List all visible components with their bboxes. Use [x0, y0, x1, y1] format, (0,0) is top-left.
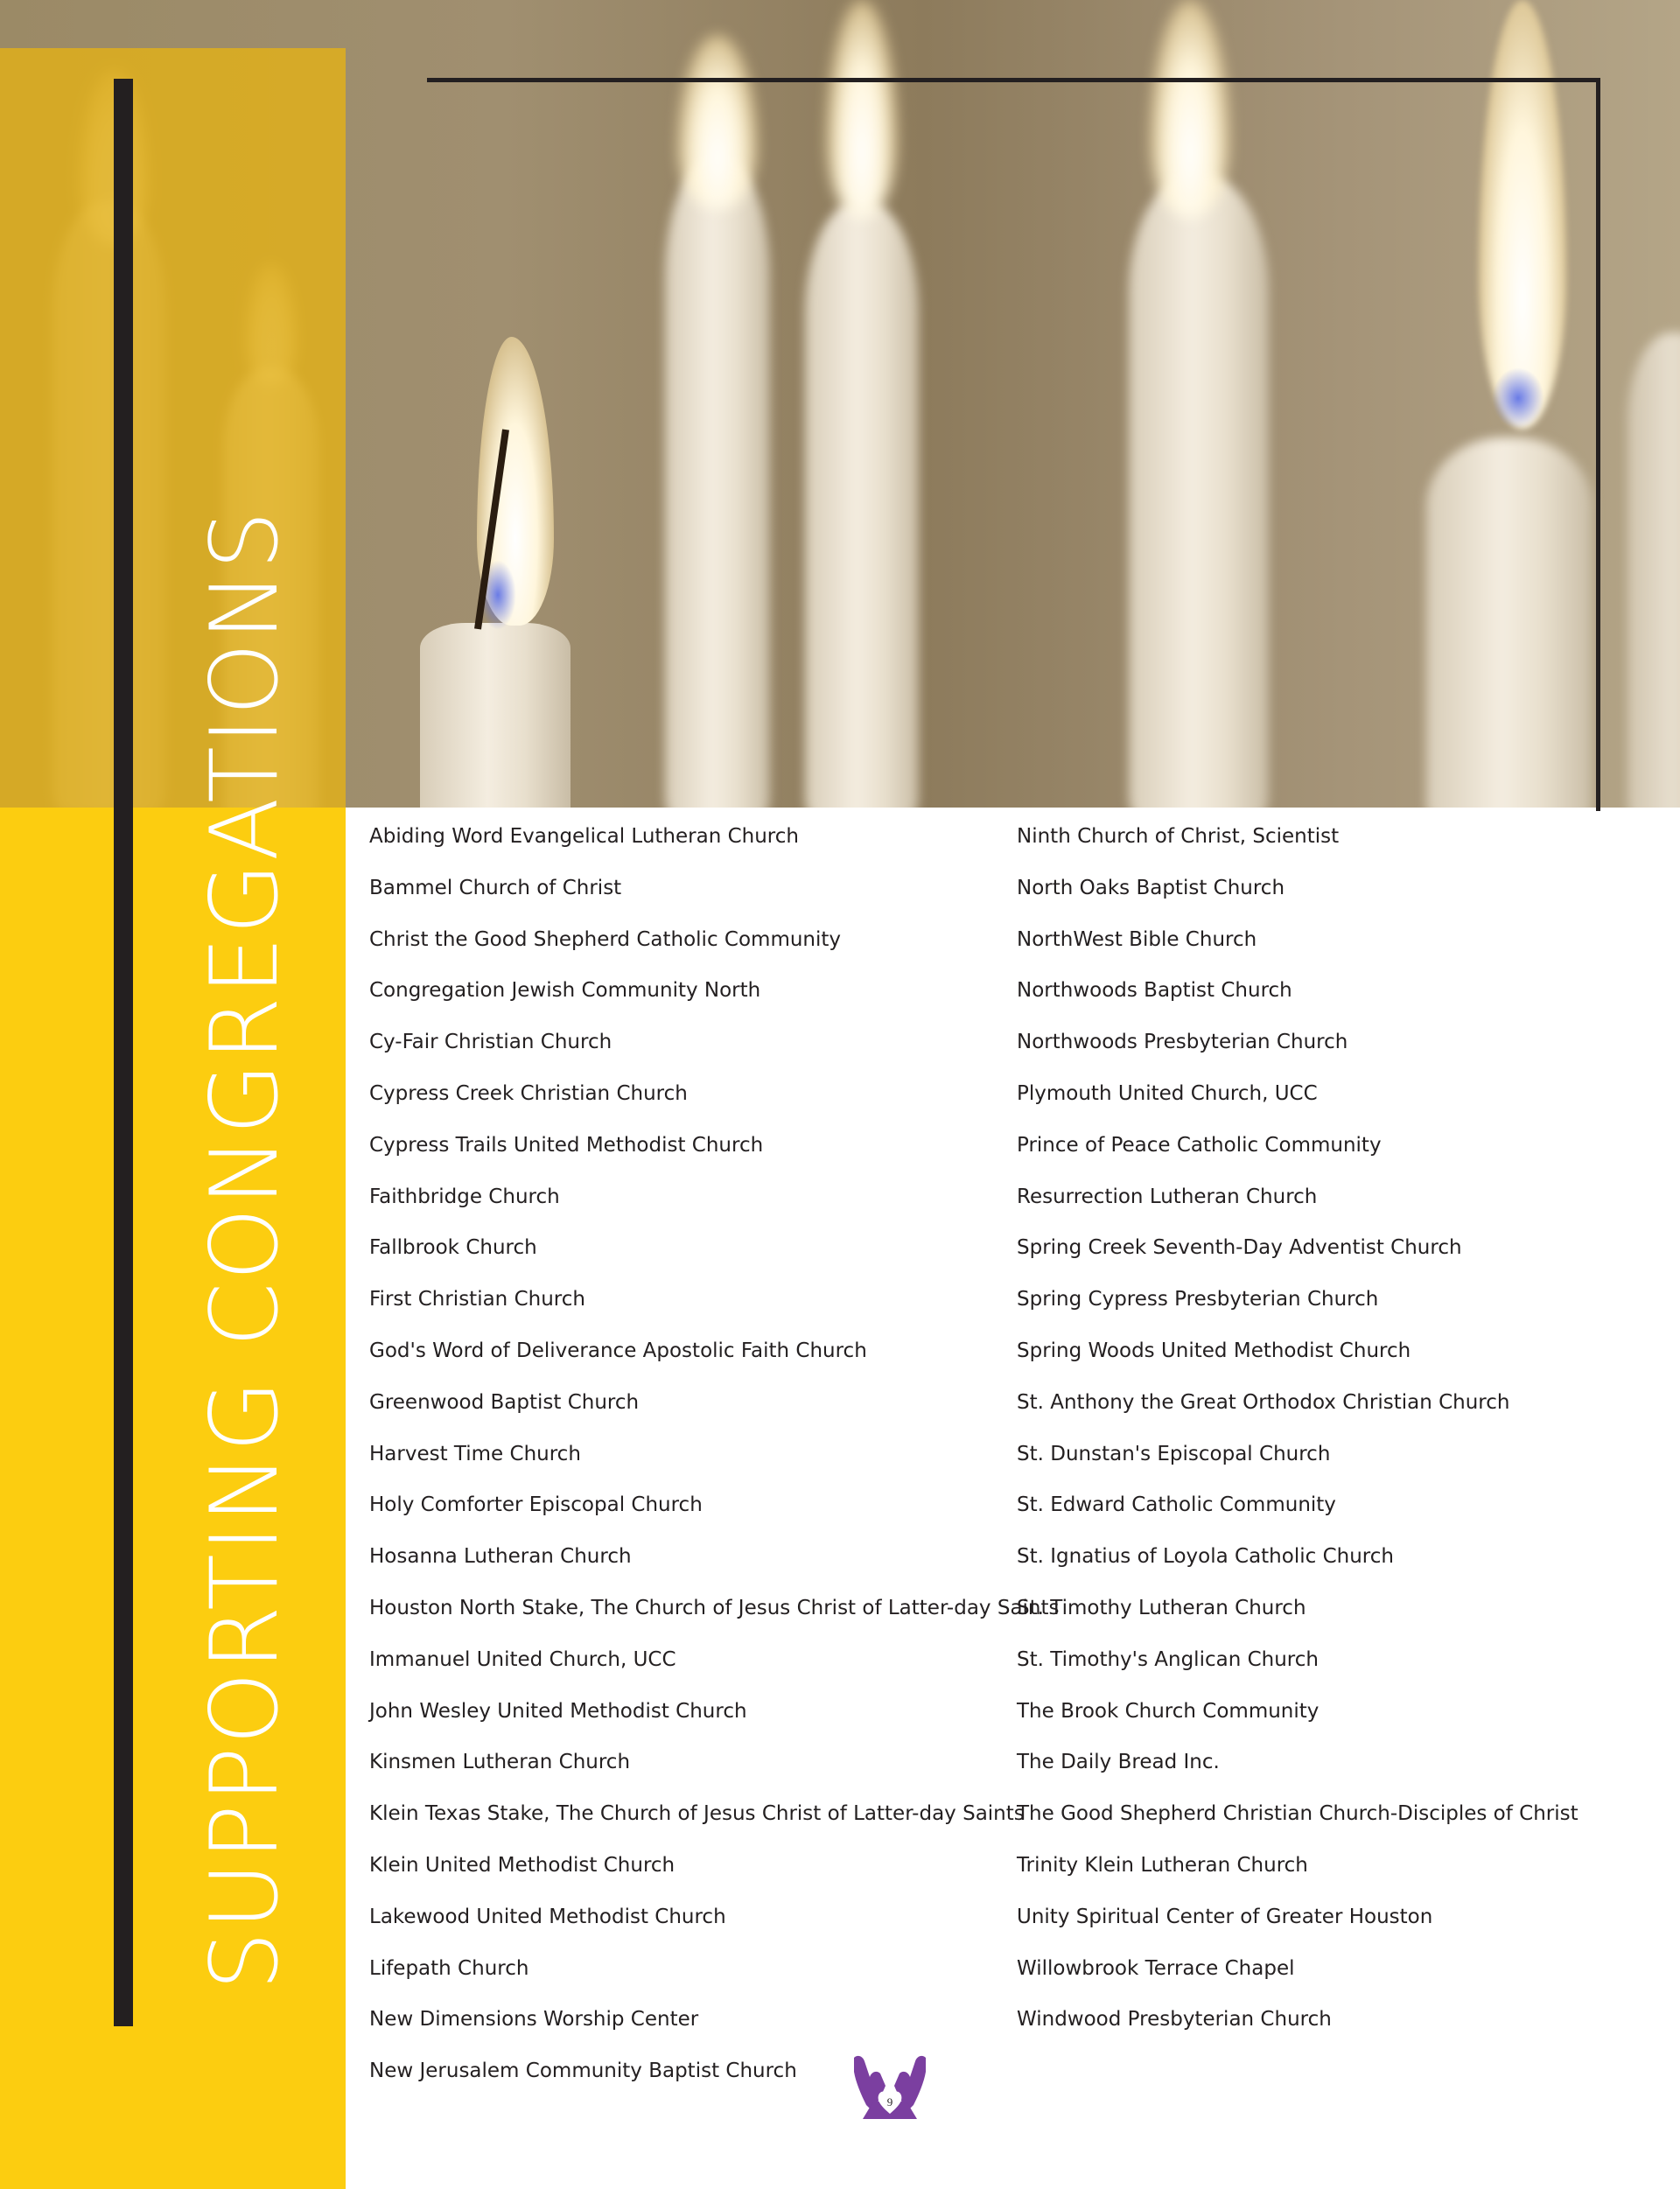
list-item: The Brook Church Community	[1017, 1699, 1320, 1723]
list-item: Klein United Methodist Church	[369, 1853, 676, 1877]
list-item: Unity Spiritual Center of Greater Houston	[1017, 1905, 1433, 1928]
page-title: SUPPORTING CONGREGATIONS	[191, 508, 298, 1990]
list-item: Kinsmen Lutheran Church	[369, 1751, 631, 1774]
list-item: Houston North Stake, The Church of Jesus Christ of Latter-day Saints	[369, 1596, 1060, 1619]
list-item: St. Timothy's Anglican Church	[1017, 1647, 1319, 1671]
hands-heart-icon	[847, 2051, 933, 2121]
list-item: Cy-Fair Christian Church	[369, 1031, 612, 1054]
list-item: Abiding Word Evangelical Lutheran Church	[369, 825, 799, 848]
list-item: Bammel Church of Christ	[369, 876, 622, 899]
list-item: Resurrection Lutheran Church	[1017, 1185, 1318, 1208]
vertical-rule	[114, 79, 133, 2026]
list-item: Lakewood United Methodist Church	[369, 1905, 726, 1928]
list-item: John Wesley United Methodist Church	[369, 1699, 747, 1723]
frame-rule-right	[1596, 78, 1600, 811]
list-item: Prince of Peace Catholic Community	[1017, 1133, 1382, 1157]
list-item: Spring Woods United Methodist Church	[1017, 1339, 1411, 1362]
list-item: Immanuel United Church, UCC	[369, 1647, 676, 1671]
list-item: Northwoods Presbyterian Church	[1017, 1031, 1348, 1054]
list-item: God's Word of Deliverance Apostolic Faith Church	[369, 1339, 867, 1362]
list-item: Trinity Klein Lutheran Church	[1017, 1853, 1308, 1877]
list-item: St. Anthony the Great Orthodox Christian Church	[1017, 1390, 1510, 1414]
list-item: North Oaks Baptist Church	[1017, 876, 1285, 899]
congregation-list-left	[369, 822, 1060, 2109]
list-item: Christ the Good Shepherd Catholic Community	[369, 927, 842, 951]
list-item: Faithbridge Church	[369, 1185, 560, 1208]
list-item: Congregation Jewish Community North	[369, 979, 761, 1003]
list-item: Northwoods Baptist Church	[1017, 979, 1292, 1003]
list-item: St. Edward Catholic Community	[1017, 1493, 1336, 1517]
list-item: New Jerusalem Community Baptist Church	[369, 2060, 797, 2083]
list-item: Plymouth United Church, UCC	[1017, 1081, 1318, 1105]
page-number: 9	[886, 2095, 893, 2109]
list-item: Greenwood Baptist Church	[369, 1390, 640, 1414]
list-item: Willowbrook Terrace Chapel	[1017, 1956, 1295, 1980]
list-item: Cypress Trails United Methodist Church	[369, 1133, 764, 1157]
congregation-list-right	[1017, 822, 1578, 2057]
list-item: The Good Shepherd Christian Church-Disciples of Christ	[1017, 1802, 1578, 1826]
list-item: The Daily Bread Inc.	[1017, 1751, 1220, 1774]
list-item: Cypress Creek Christian Church	[369, 1081, 688, 1105]
frame-rule-top	[427, 78, 1600, 82]
list-item: Hosanna Lutheran Church	[369, 1545, 632, 1569]
list-item: First Christian Church	[369, 1288, 585, 1311]
list-item: NorthWest Bible Church	[1017, 927, 1257, 951]
list-item: Holy Comforter Episcopal Church	[369, 1493, 703, 1517]
list-item: Klein Texas Stake, The Church of Jesus Christ of Latter-day Saints	[369, 1802, 1025, 1826]
list-item: Ninth Church of Christ, Scientist	[1017, 825, 1340, 848]
list-item: St. Timothy Lutheran Church	[1017, 1596, 1306, 1619]
list-item: New Dimensions Worship Center	[369, 2008, 699, 2032]
list-item: Lifepath Church	[369, 1956, 529, 1980]
list-item: Spring Creek Seventh-Day Adventist Church	[1017, 1236, 1462, 1260]
list-item: Spring Cypress Presbyterian Church	[1017, 1288, 1379, 1311]
list-item: St. Dunstan's Episcopal Church	[1017, 1442, 1331, 1465]
list-item: St. Ignatius of Loyola Catholic Church	[1017, 1545, 1394, 1569]
list-item: Windwood Presbyterian Church	[1017, 2008, 1332, 2032]
list-item: Harvest Time Church	[369, 1442, 581, 1465]
list-item: Fallbrook Church	[369, 1236, 537, 1260]
